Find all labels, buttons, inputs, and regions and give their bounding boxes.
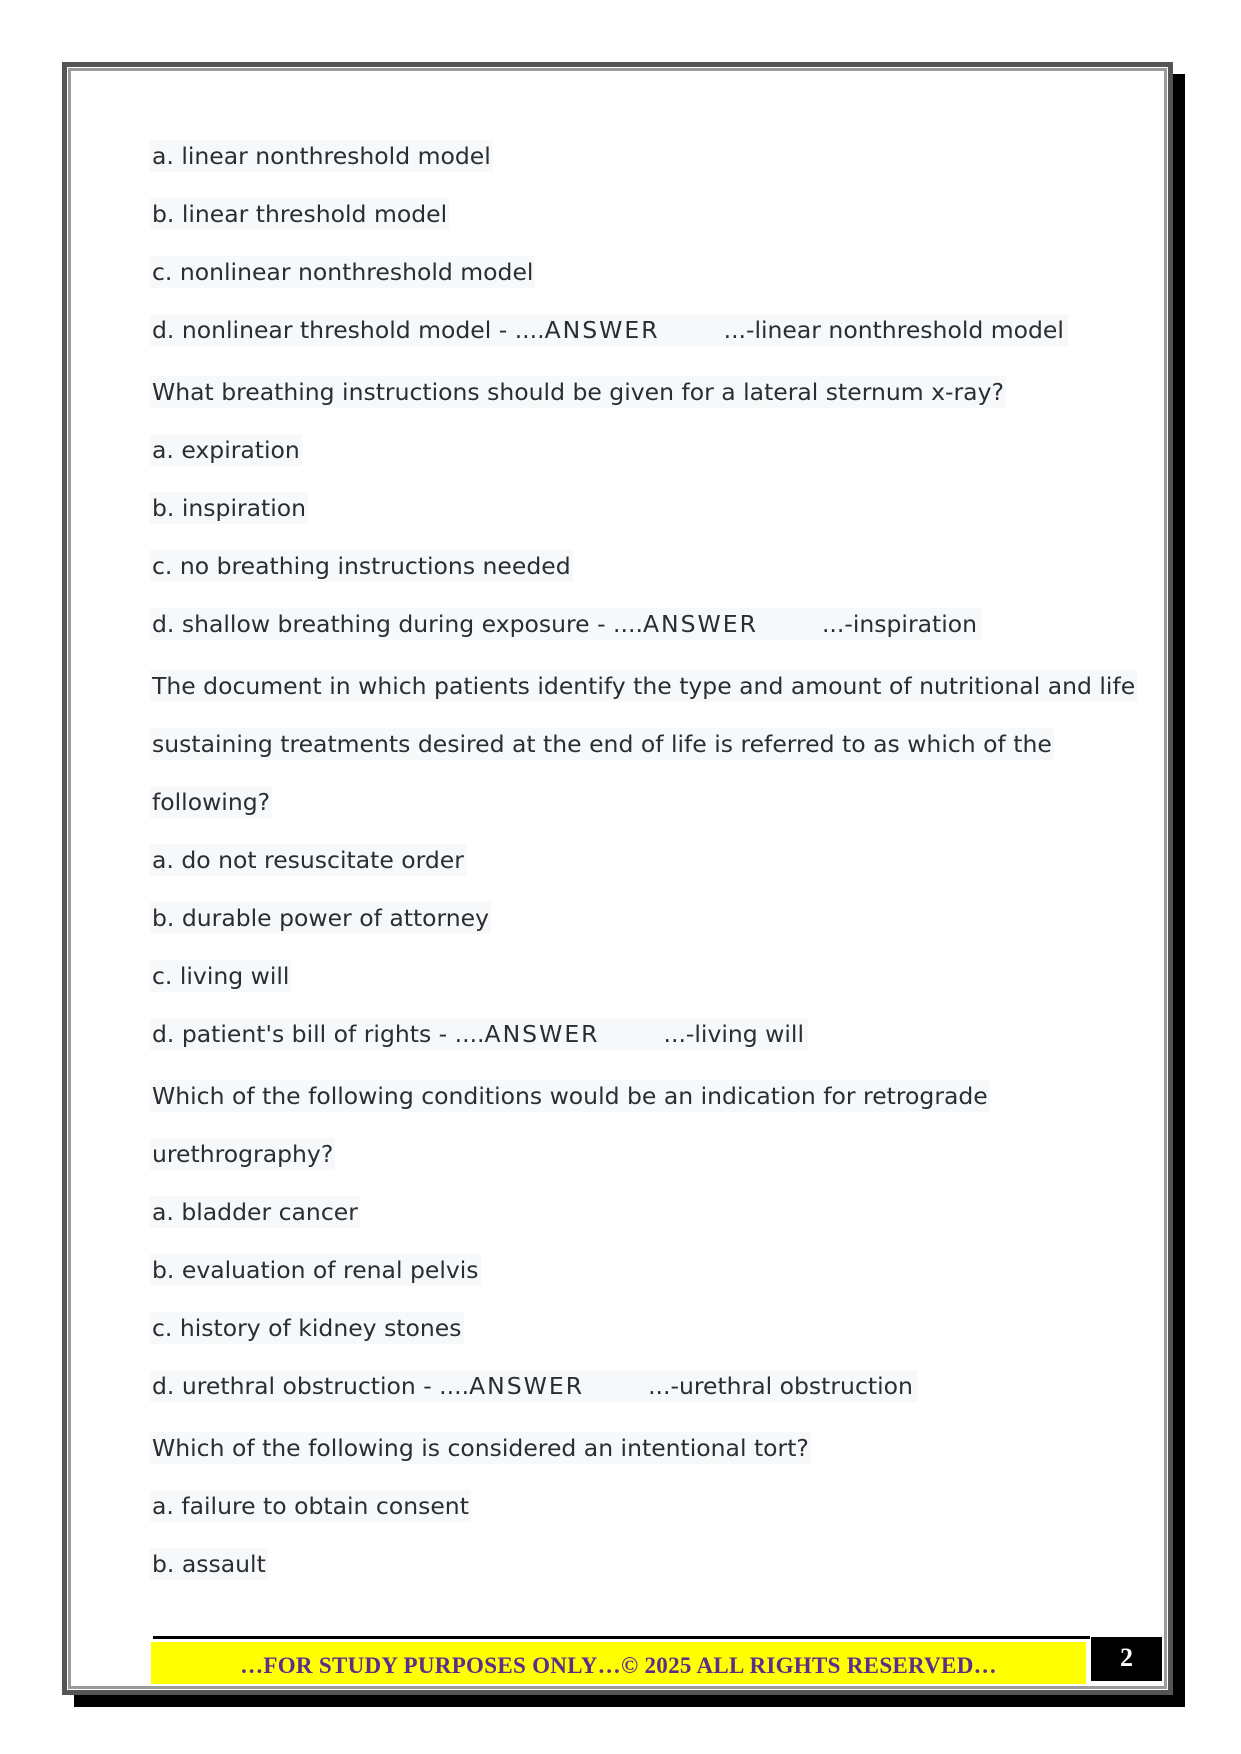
option-line: a. bladder cancer [152,1198,358,1226]
question-line: Which of the following conditions would be an indication for retrograde [152,1082,988,1110]
answer-label: ANSWER [544,316,660,344]
option-line: a. expiration [152,436,300,464]
option-text: d. nonlinear threshold model - .... [152,316,545,344]
answer-label: ANSWER [469,1372,585,1400]
document-body [150,140,1136,1606]
answer-line [150,608,1110,670]
answer-line [150,314,1110,376]
option-text: d. urethral obstruction - .... [152,1372,470,1400]
option-line: c. no breathing instructions needed [152,552,571,580]
option-line: b. inspiration [152,494,307,522]
answer-text: ...-inspiration [821,610,978,638]
option-line: a. linear nonthreshold model [152,142,491,170]
page-number: 2 [1091,1637,1162,1681]
option-text: d. shallow breathing during exposure - .... [152,610,643,638]
option-line: b. durable power of attorney [152,904,490,932]
option-line: c. living will [152,962,290,990]
answer-label: ANSWER [642,610,758,638]
answer-line [150,1018,1110,1080]
option-line: a. do not resuscitate order [152,846,464,874]
footer-divider [153,1636,1090,1639]
option-line: c. nonlinear nonthreshold model [152,258,534,286]
footer-banner: …FOR STUDY PURPOSES ONLY…© 2025 ALL RIGHTS RESERVED… [151,1642,1086,1684]
option-line: c. history of kidney stones [152,1314,462,1342]
option-text: d. patient's bill of rights - .... [152,1020,485,1048]
option-line: b. linear threshold model [152,200,448,228]
question-line: The document in which patients identify the type and amount of nutritional and life [152,672,1136,700]
option-line: b. assault [152,1550,266,1578]
question-line: Which of the following is considered an intentional tort? [152,1434,809,1462]
answer-line [150,1370,1110,1432]
answer-text: ...-urethral obstruction [648,1372,913,1400]
question-line: following? [152,788,271,816]
answer-label: ANSWER [484,1020,600,1048]
question-line: What breathing instructions should be given for a lateral sternum x-ray? [152,378,1004,406]
answer-text: ...-living will [663,1020,804,1048]
answer-text: ...-linear nonthreshold model [723,316,1064,344]
option-line: a. failure to obtain consent [152,1492,469,1520]
option-line: b. evaluation of renal pelvis [152,1256,479,1284]
question-line: sustaining treatments desired at the end of life is referred to as which of the [152,730,1052,758]
question-line: urethrography? [152,1140,334,1168]
